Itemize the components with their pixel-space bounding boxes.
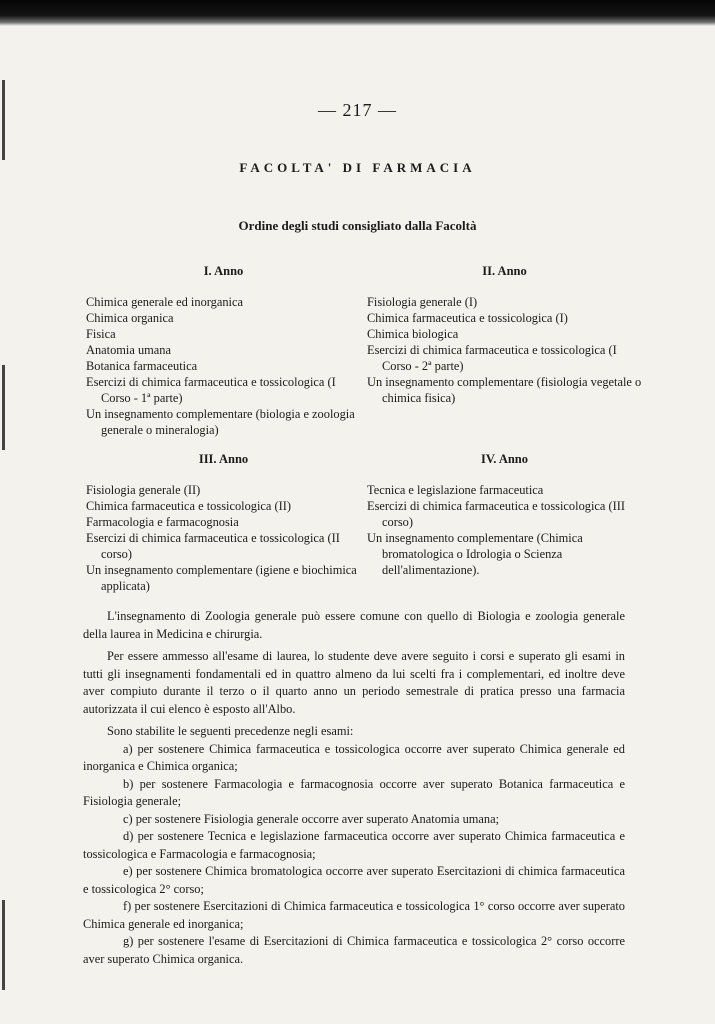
precedence-rule: f) per sostenere Esercitazioni di Chimica farmaceutica e tossicologica 1° corso occorre aver superato Chimica generale ed inorganica; xyxy=(83,899,625,931)
precedence-rule: a) per sostenere Chimica farmaceutica e tossicologica occorre aver superato Chimica generale ed inorganica e Chimica organica; xyxy=(83,741,625,773)
course-item: Tecnica e legislazione farmaceutica xyxy=(367,483,544,497)
course-item: Un insegnamento complementare (biologia e zoologia generale o mineralogia) xyxy=(86,407,355,437)
precedence-intro: Sono stabilite le seguenti precedenze negli esami: xyxy=(107,724,354,738)
admission-note: Per essere ammesso all'esame di laurea, lo studente deve avere seguito i corsi e superato gli esami in tutti gli insegnamenti fondamentali ed in quattro almeno da lui scelti fra i complementari, ed inoltre deve aver compiuto durante il terzo o il quarto anno un periodo semestrale di pratica presso una farmacia autorizzata il cui elenco è esposto all'Albo. xyxy=(83,649,625,716)
course-item: Anatomia umana xyxy=(86,343,171,357)
year-3-heading: III. Anno xyxy=(198,452,249,466)
precedence-rule: b) per sostenere Farmacologia e farmacognosia occorre aver superato Botanica farmaceutica e Fisiologia generale; xyxy=(83,776,625,808)
course-item: Un insegnamento complementare (igiene e biochimica applicata) xyxy=(86,563,357,593)
section-title: Ordine degli studi consigliato dalla Facoltà xyxy=(238,218,477,233)
year-4-heading: IV. Anno xyxy=(480,452,529,466)
course-item: Botanica farmaceutica xyxy=(86,359,198,373)
course-item: Esercizi di chimica farmaceutica e tossicologica (II corso) xyxy=(86,531,340,561)
precedence-rule: g) per sostenere l'esame di Esercitazioni di Chimica farmaceutica e tossicologica 2° corso occorre aver superato Chimica organica. xyxy=(83,934,625,966)
course-item: Chimica farmaceutica e tossicologica (I) xyxy=(367,311,568,325)
course-item: Esercizi di chimica farmaceutica e tossicologica (III corso) xyxy=(367,499,626,529)
precedence-rule: c) per sostenere Fisiologia generale occorre aver superato Anatomia umana; xyxy=(123,811,500,826)
year-4-block xyxy=(367,451,642,578)
precedence-rule: d) per sostenere Tecnica e legislazione farmaceutica occorre aver superato Chimica farmaceutica e tossicologica e Farmacologia e farmacognosia; xyxy=(83,829,625,861)
page-number: — 217 — xyxy=(318,100,397,120)
year-3-block xyxy=(86,451,361,594)
precedence-rule: e) per sostenere Chimica bromatologica occorre aver superato Esercitazioni di chimica farmaceutica e tossicologica 2° corso; xyxy=(83,864,625,896)
course-item: Chimica generale ed inorganica xyxy=(86,295,243,309)
course-item: Fisiologia generale (I) xyxy=(367,295,478,309)
course-item: Chimica farmaceutica e tossicologica (II) xyxy=(86,499,292,513)
binding-mark-middle xyxy=(2,365,5,450)
course-item: Un insegnamento complementare (fisiologia vegetale o chimica fisica) xyxy=(367,375,642,405)
course-item: Farmacologia e farmacognosia xyxy=(86,515,239,529)
course-item: Esercizi di chimica farmaceutica e tossicologica (I Corso - 2ª parte) xyxy=(367,343,617,373)
binding-mark-bottom xyxy=(2,900,5,990)
regulations-notes xyxy=(83,608,625,968)
year-2-heading: II. Anno xyxy=(482,264,527,278)
course-item: Chimica biologica xyxy=(367,327,459,341)
course-item: Un insegnamento complementare (Chimica bromatologica o Idrologia o Scienza dell'alimentazione). xyxy=(367,531,583,577)
course-item: Fisiologia generale (II) xyxy=(86,483,201,497)
course-item: Chimica organica xyxy=(86,311,174,325)
year-1-heading: I. Anno xyxy=(203,264,244,278)
year-1-block xyxy=(86,263,361,438)
course-item: Esercizi di chimica farmaceutica e tossicologica (I Corso - 1ª parte) xyxy=(86,375,336,405)
zoology-note: L'insegnamento di Zoologia generale può essere comune con quello di Biologia e zoologia generale della laurea in Medicina e chirurgia. xyxy=(83,609,625,641)
scan-edge-shadow xyxy=(0,0,715,26)
faculty-title: FACOLTA' DI FARMACIA xyxy=(239,160,476,175)
year-2-block xyxy=(367,263,642,406)
course-item: Fisica xyxy=(86,327,116,341)
